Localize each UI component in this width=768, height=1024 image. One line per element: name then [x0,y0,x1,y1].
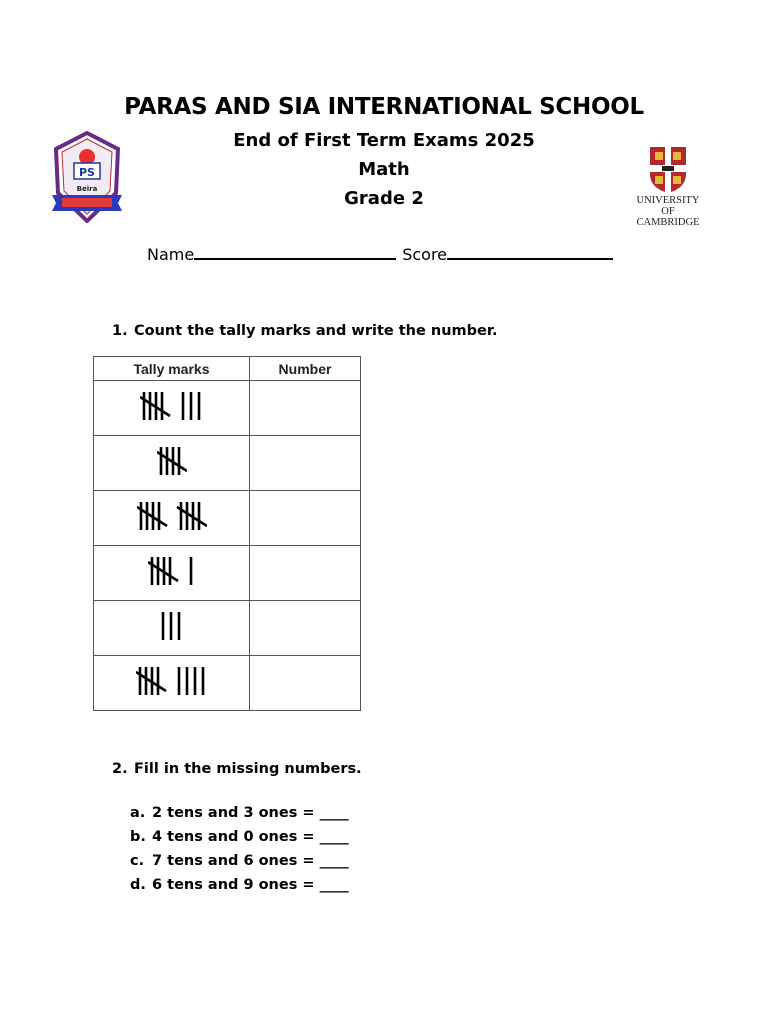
table-row [94,546,361,601]
number-answer-cell[interactable] [250,436,361,491]
list-item [130,825,349,849]
table-row [94,491,361,546]
question-1 [112,323,497,339]
table-row [94,656,361,711]
name-score-row [147,241,619,264]
score-field[interactable] [447,241,613,260]
item-text: 4 tens and 0 ones = ____ [152,829,349,845]
number-answer-cell[interactable] [250,491,361,546]
question-2-text: Fill in the missing numbers. [134,761,362,777]
number-answer-cell[interactable] [250,656,361,711]
item-text: 6 tens and 9 ones = ____ [152,877,349,893]
tally-marks-icon [160,609,184,643]
item-letter: b. [130,829,146,845]
tally-marks-icon [148,554,196,588]
exam-title: End of First Term Exams 2025 [233,130,535,151]
number-column-header: Number [250,357,361,381]
subject-title: Math [358,159,410,180]
tally-column-header: Tally marks [94,357,250,381]
school-name: PARAS AND SIA INTERNATIONAL SCHOOL [124,94,644,120]
item-text: 2 tens and 3 ones = ____ [152,805,349,821]
tally-marks-icon [137,499,207,533]
number-answer-cell[interactable] [250,601,361,656]
tally-cell [94,436,250,491]
tally-table [93,356,361,711]
question-2 [112,761,362,777]
number-answer-cell[interactable] [250,546,361,601]
table-row [94,601,361,656]
tally-marks-icon [140,389,204,423]
question-1-number: 1. [112,323,128,339]
list-item [130,849,349,873]
item-letter: c. [130,853,145,869]
question-2-number: 2. [112,761,128,777]
tally-cell [94,491,250,546]
question-1-text: Count the tally marks and write the number. [134,323,498,339]
cambridge-line1: UNIVERSITY OF [636,195,700,217]
number-answer-cell[interactable] [250,381,361,436]
logo-badge-text: PS [79,166,95,179]
tally-cell [94,381,250,436]
item-letter: d. [130,877,146,893]
item-letter: a. [130,805,146,821]
logo-place-text: Beira [76,185,98,193]
score-label: Score [402,245,448,264]
item-text: 7 tens and 6 ones = ____ [152,853,349,869]
name-field[interactable] [194,241,396,260]
tally-marks-icon [136,664,208,698]
cambridge-line2: CAMBRIDGE [636,217,700,228]
table-row [94,381,361,436]
tally-marks-icon [157,444,187,478]
list-item [130,873,349,897]
tally-cell [94,656,250,711]
fill-in-list [130,801,349,897]
tally-cell [94,601,250,656]
grade-title: Grade 2 [344,188,424,209]
list-item [130,801,349,825]
name-label: Name [147,245,195,264]
table-row [94,436,361,491]
tally-cell [94,546,250,601]
